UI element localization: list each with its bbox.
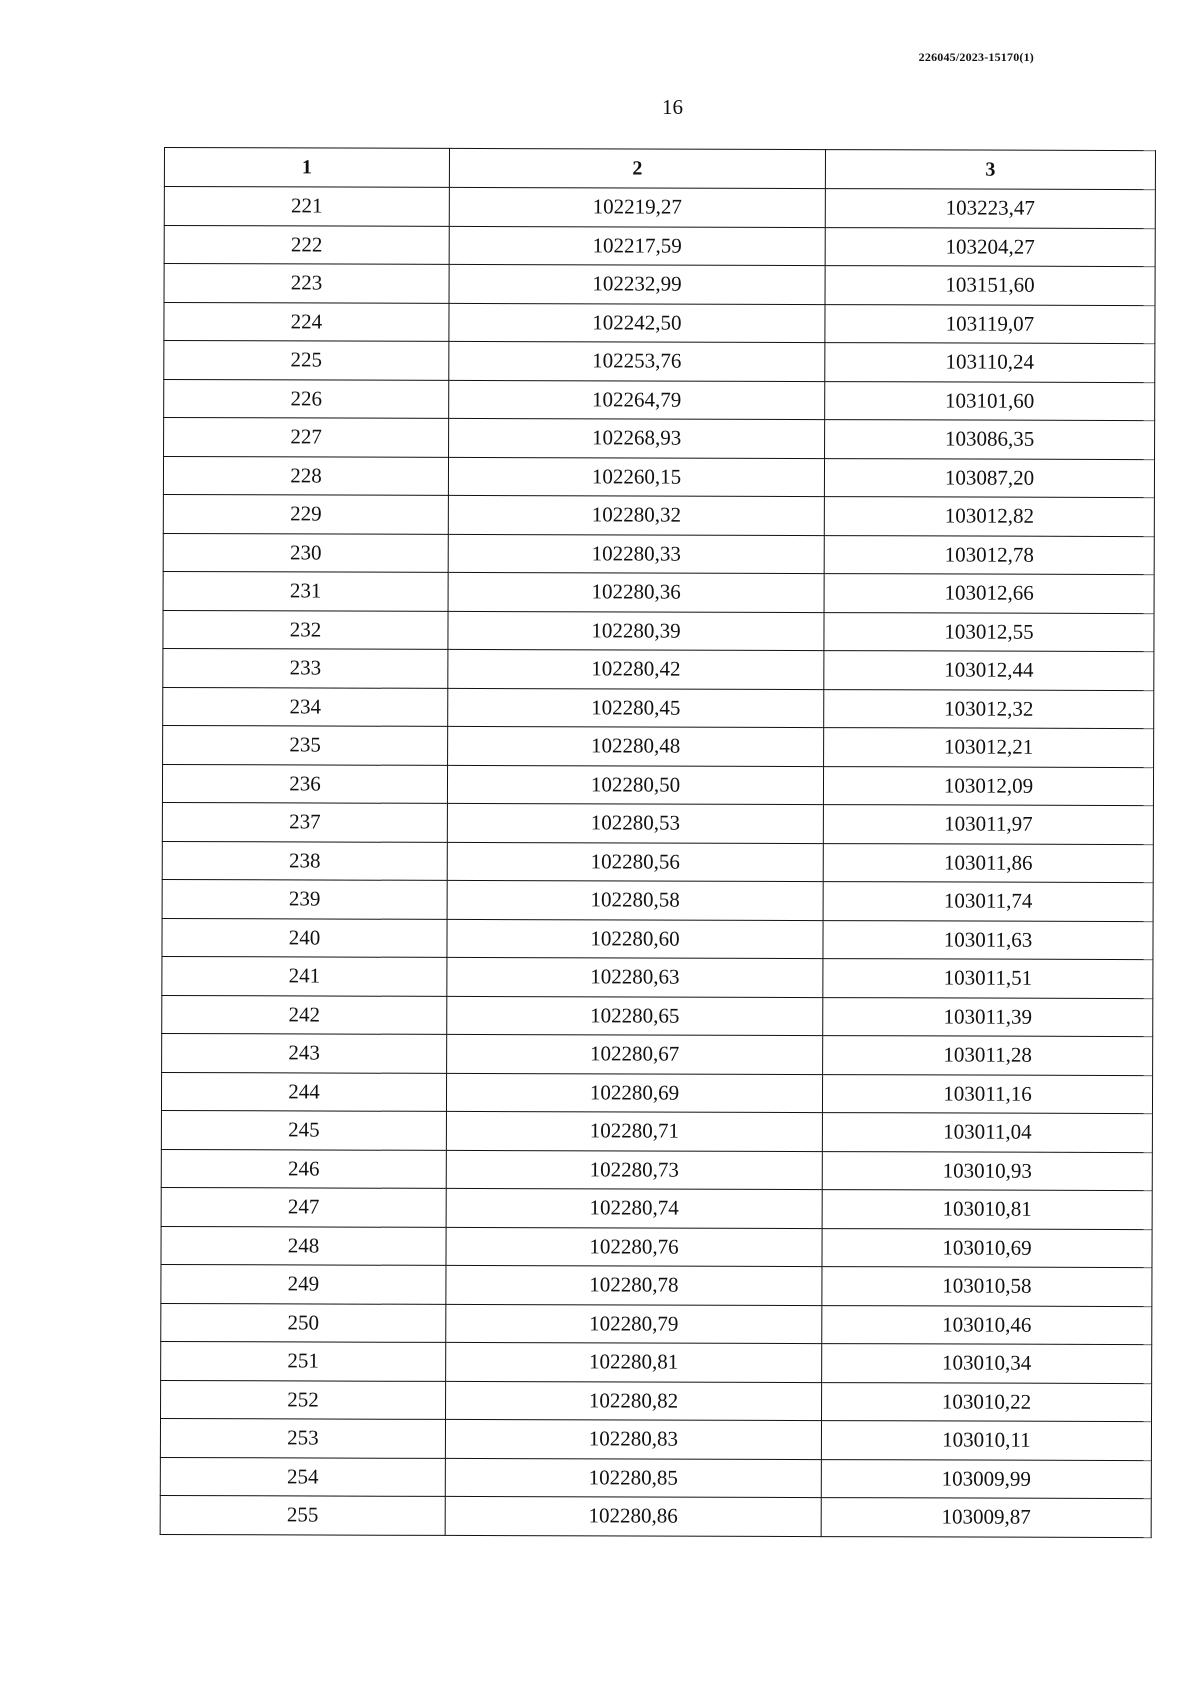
coordinate-x-cell: 102280,79 bbox=[446, 1304, 822, 1344]
coordinate-y-cell: 103010,11 bbox=[821, 1421, 1151, 1461]
column-header-3: 3 bbox=[825, 150, 1155, 190]
table-row bbox=[164, 264, 1155, 306]
coordinate-y-cell: 103012,55 bbox=[824, 612, 1154, 652]
coordinate-x-cell: 102280,76 bbox=[446, 1227, 822, 1267]
point-number-cell: 238 bbox=[162, 841, 447, 880]
table-row bbox=[161, 1226, 1152, 1268]
coordinate-y-cell: 103012,44 bbox=[824, 651, 1154, 691]
coordinate-x-cell: 102280,45 bbox=[448, 688, 824, 728]
table-row bbox=[164, 225, 1155, 267]
coordinate-x-cell: 102280,32 bbox=[448, 495, 824, 535]
table-row bbox=[163, 533, 1154, 575]
coordinate-y-cell: 103010,69 bbox=[822, 1228, 1152, 1268]
point-number-cell: 223 bbox=[164, 264, 449, 303]
coordinate-x-cell: 102242,50 bbox=[449, 303, 825, 343]
point-number-cell: 231 bbox=[163, 571, 448, 610]
coordinate-x-cell: 102280,83 bbox=[445, 1419, 821, 1459]
table-row bbox=[162, 956, 1153, 998]
table-row bbox=[163, 687, 1154, 729]
point-number-cell: 243 bbox=[162, 1033, 447, 1072]
point-number-cell: 228 bbox=[163, 456, 448, 495]
point-number-cell: 237 bbox=[162, 802, 447, 841]
coordinates-table bbox=[160, 147, 1156, 1538]
coordinate-x-cell: 102280,69 bbox=[446, 1073, 822, 1113]
coordinate-y-cell: 103012,82 bbox=[824, 497, 1154, 537]
point-number-cell: 254 bbox=[160, 1457, 445, 1496]
coordinate-y-cell: 103012,09 bbox=[823, 766, 1153, 806]
coordinate-x-cell: 102280,42 bbox=[448, 649, 824, 689]
table-row bbox=[161, 1380, 1152, 1422]
coordinate-x-cell: 102280,73 bbox=[446, 1150, 822, 1190]
point-number-cell: 236 bbox=[162, 764, 447, 803]
table-row bbox=[163, 725, 1154, 767]
coordinate-y-cell: 103011,63 bbox=[823, 920, 1153, 960]
table-row bbox=[162, 918, 1153, 960]
point-number-cell: 233 bbox=[163, 648, 448, 687]
table-header-row bbox=[164, 148, 1155, 190]
coordinate-x-cell: 102280,67 bbox=[447, 1034, 823, 1074]
coordinate-x-cell: 102280,56 bbox=[447, 842, 823, 882]
page-number: 16 bbox=[662, 95, 683, 119]
point-number-cell: 234 bbox=[163, 687, 448, 726]
table-row bbox=[163, 494, 1154, 536]
coordinate-x-cell: 102280,85 bbox=[445, 1458, 821, 1498]
coordinate-y-cell: 103101,60 bbox=[825, 381, 1155, 421]
coordinate-x-cell: 102232,99 bbox=[449, 264, 825, 304]
table-row bbox=[164, 341, 1155, 383]
coordinate-y-cell: 103011,74 bbox=[823, 882, 1153, 922]
table-row bbox=[163, 610, 1154, 652]
coordinate-y-cell: 103011,16 bbox=[822, 1074, 1152, 1114]
point-number-cell: 244 bbox=[161, 1072, 446, 1111]
point-number-cell: 226 bbox=[164, 379, 449, 418]
coordinate-y-cell: 103012,32 bbox=[824, 689, 1154, 729]
point-number-cell: 224 bbox=[164, 302, 449, 341]
table-row bbox=[160, 1418, 1151, 1460]
table-row bbox=[161, 1303, 1152, 1345]
table-row bbox=[163, 456, 1154, 498]
table-row bbox=[164, 418, 1155, 460]
point-number-cell: 248 bbox=[161, 1226, 446, 1265]
point-number-cell: 232 bbox=[163, 610, 448, 649]
point-number-cell: 247 bbox=[161, 1187, 446, 1226]
table-row bbox=[162, 802, 1153, 844]
coordinate-x-cell: 102280,78 bbox=[446, 1265, 822, 1305]
table-row bbox=[161, 1187, 1152, 1229]
point-number-cell: 240 bbox=[162, 918, 447, 957]
coordinate-y-cell: 103012,66 bbox=[824, 574, 1154, 614]
coordinate-y-cell: 103010,34 bbox=[822, 1344, 1152, 1384]
coordinate-x-cell: 102280,36 bbox=[448, 572, 824, 612]
coordinate-x-cell: 102280,63 bbox=[447, 957, 823, 997]
coordinate-x-cell: 102280,53 bbox=[447, 803, 823, 843]
point-number-cell: 222 bbox=[164, 225, 449, 264]
coordinate-x-cell: 102264,79 bbox=[449, 380, 825, 420]
point-number-cell: 229 bbox=[163, 494, 448, 533]
table-row bbox=[164, 379, 1155, 421]
table-row bbox=[162, 764, 1153, 806]
coordinate-y-cell: 103223,47 bbox=[825, 189, 1155, 229]
coordinate-y-cell: 103011,97 bbox=[823, 805, 1153, 845]
table-body bbox=[160, 187, 1155, 1538]
coordinate-x-cell: 102280,86 bbox=[445, 1496, 821, 1536]
coordinate-x-cell: 102260,15 bbox=[448, 457, 824, 497]
point-number-cell: 252 bbox=[161, 1380, 446, 1419]
point-number-cell: 239 bbox=[162, 879, 447, 918]
table-row bbox=[161, 1072, 1152, 1114]
coordinate-x-cell: 102280,82 bbox=[446, 1381, 822, 1421]
coordinate-x-cell: 102280,60 bbox=[447, 919, 823, 959]
coordinate-x-cell: 102217,59 bbox=[449, 226, 825, 266]
table-row bbox=[161, 1264, 1152, 1306]
coordinate-y-cell: 103010,81 bbox=[822, 1190, 1152, 1230]
coordinate-y-cell: 103151,60 bbox=[825, 266, 1155, 306]
table-row bbox=[164, 187, 1155, 229]
coordinate-y-cell: 103011,51 bbox=[823, 959, 1153, 999]
point-number-cell: 245 bbox=[161, 1110, 446, 1149]
table-row bbox=[161, 1149, 1152, 1191]
coordinate-x-cell: 102268,93 bbox=[449, 418, 825, 458]
point-number-cell: 250 bbox=[161, 1303, 446, 1342]
coordinate-x-cell: 102280,71 bbox=[446, 1111, 822, 1151]
coordinate-y-cell: 103010,46 bbox=[822, 1305, 1152, 1345]
point-number-cell: 251 bbox=[161, 1341, 446, 1380]
coordinate-y-cell: 103011,39 bbox=[823, 997, 1153, 1037]
point-number-cell: 235 bbox=[163, 725, 448, 764]
point-number-cell: 230 bbox=[163, 533, 448, 572]
table-row bbox=[160, 1495, 1151, 1537]
document-id: 226045/2023-15170(1) bbox=[918, 50, 1034, 64]
coordinate-y-cell: 103010,93 bbox=[822, 1151, 1152, 1191]
table-row bbox=[162, 879, 1153, 921]
point-number-cell: 253 bbox=[160, 1418, 445, 1457]
point-number-cell: 242 bbox=[162, 995, 447, 1034]
coordinate-y-cell: 103009,87 bbox=[821, 1498, 1151, 1538]
coordinate-y-cell: 103086,35 bbox=[825, 420, 1155, 460]
column-header-2: 2 bbox=[449, 148, 825, 188]
coordinate-x-cell: 102280,65 bbox=[447, 996, 823, 1036]
table-row bbox=[163, 648, 1154, 690]
coordinate-x-cell: 102253,76 bbox=[449, 341, 825, 381]
coordinate-y-cell: 103011,86 bbox=[823, 843, 1153, 883]
coordinate-y-cell: 103087,20 bbox=[824, 458, 1154, 498]
coordinate-y-cell: 103010,58 bbox=[822, 1267, 1152, 1307]
coordinate-y-cell: 103011,04 bbox=[822, 1113, 1152, 1153]
column-header-1: 1 bbox=[164, 148, 449, 188]
coordinate-x-cell: 102280,74 bbox=[446, 1188, 822, 1228]
coordinate-x-cell: 102280,58 bbox=[447, 880, 823, 920]
table-row bbox=[162, 1033, 1153, 1075]
table-row bbox=[162, 841, 1153, 883]
coordinate-y-cell: 103012,21 bbox=[824, 728, 1154, 768]
coordinate-y-cell: 103012,78 bbox=[824, 535, 1154, 575]
coordinate-x-cell: 102219,27 bbox=[449, 187, 825, 227]
point-number-cell: 225 bbox=[164, 341, 449, 380]
point-number-cell: 241 bbox=[162, 956, 447, 995]
coordinate-y-cell: 103119,07 bbox=[825, 304, 1155, 344]
coordinate-x-cell: 102280,81 bbox=[446, 1342, 822, 1382]
point-number-cell: 249 bbox=[161, 1264, 446, 1303]
coordinate-y-cell: 103009,99 bbox=[821, 1459, 1151, 1499]
coordinate-y-cell: 103110,24 bbox=[825, 343, 1155, 383]
table-row bbox=[163, 571, 1154, 613]
coordinate-y-cell: 103011,28 bbox=[823, 1036, 1153, 1076]
coordinate-x-cell: 102280,39 bbox=[448, 611, 824, 651]
table-row bbox=[160, 1457, 1151, 1499]
coordinate-x-cell: 102280,48 bbox=[448, 726, 824, 766]
table-row bbox=[164, 302, 1155, 344]
table-row bbox=[161, 1110, 1152, 1152]
coordinate-x-cell: 102280,50 bbox=[447, 765, 823, 805]
table-row bbox=[162, 995, 1153, 1037]
coordinate-y-cell: 103204,27 bbox=[825, 227, 1155, 267]
point-number-cell: 227 bbox=[164, 418, 449, 457]
coordinate-x-cell: 102280,33 bbox=[448, 534, 824, 574]
table-row bbox=[161, 1341, 1152, 1383]
point-number-cell: 255 bbox=[160, 1495, 445, 1534]
point-number-cell: 221 bbox=[164, 187, 449, 226]
coordinate-y-cell: 103010,22 bbox=[822, 1382, 1152, 1422]
point-number-cell: 246 bbox=[161, 1149, 446, 1188]
